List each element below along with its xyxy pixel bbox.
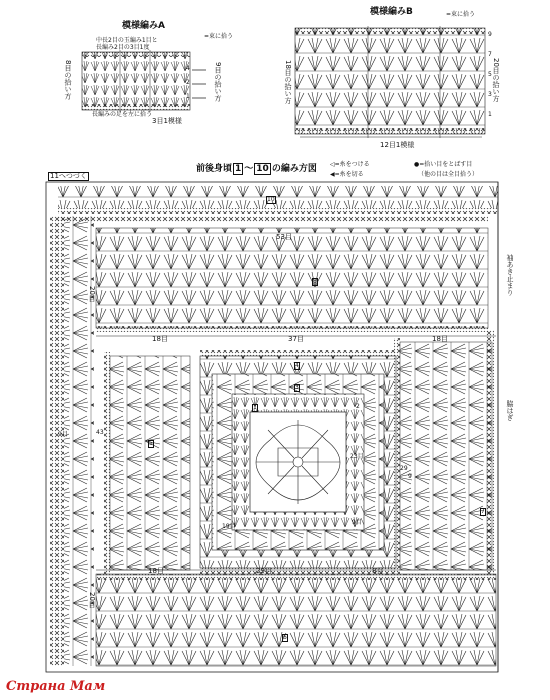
pattern-a-right-label: 9目の拾い方 [214, 62, 222, 102]
pattern-b-right-label: 20目の拾い方 [492, 58, 500, 102]
legend-pickup-note: （他の目は全目拾う） [418, 171, 479, 178]
pattern-a-note-bottom: 長編みの足を左に拾う [92, 111, 153, 118]
pattern-a-arrow-4: 4 [186, 65, 190, 72]
count-9-right: 9 [408, 473, 412, 480]
pattern-b-title: 模様編みB [370, 7, 413, 17]
count-20-top: 20目 [88, 286, 96, 302]
count-29-right: 29 [400, 465, 408, 472]
note-side-seam: 脇はぎ [506, 400, 514, 421]
pattern-b-repeat: 12目1模様 [380, 141, 415, 149]
row-label-2: 2 [356, 403, 360, 410]
pattern-b-row-9: 9 [488, 31, 492, 38]
count-29: 29目 [256, 567, 272, 575]
pattern-b-row-5: 5 [488, 71, 492, 78]
pattern-a-repeat: 3目1模様 [152, 117, 182, 125]
row-label-10: 10 [267, 196, 275, 203]
pattern-b-swatch [295, 26, 485, 138]
pattern-a-arrow-1: 1 [186, 93, 190, 100]
note-armhole: 袖あき止まり [506, 254, 514, 296]
main-chart-title [196, 165, 317, 174]
pattern-b-left-label: 18目の拾い方 [284, 60, 292, 104]
pattern-a-legend: =束に拾う [204, 33, 234, 40]
watermark-logo: Страна Мам [6, 679, 106, 694]
note-continue-11: 11へつづく [50, 172, 87, 180]
count-18-bottom: 18目 [148, 567, 164, 575]
pattern-a-title: 模様編みA [122, 21, 165, 31]
pattern-a-left-label: 8目の拾い方 [64, 60, 72, 100]
legend-cut-text: =糸を切る [334, 171, 364, 178]
pattern-b-row-3: 3 [488, 91, 492, 98]
count-53: 53目 [276, 233, 292, 241]
row-label-6: 6 [283, 634, 287, 641]
count-43: 43 [96, 429, 104, 436]
count-23: 23目 [350, 453, 364, 460]
row-label-1: 1 [253, 404, 257, 411]
count-9-left: 9目 [58, 431, 68, 438]
main-title-tilde: 〜 [244, 164, 254, 174]
count-18-right: 18目 [432, 335, 448, 343]
row-label-5: 5 [149, 440, 153, 447]
count-20-bottom: 20目 [88, 592, 96, 608]
count-19: 19目 [222, 523, 236, 530]
legend-pickup: ●=拾い目をとばす目 [414, 161, 473, 168]
pattern-a-note-top-1: 中長2目の玉編み1目と [96, 37, 158, 44]
pattern-b-legend: =束に拾う [446, 11, 476, 18]
pattern-b-row-7: 7 [488, 51, 492, 58]
row-label-4: 4 [295, 362, 299, 369]
legend-join: ◁=糸をつける [330, 161, 370, 168]
count-9-center: 9目 [352, 519, 362, 526]
main-title-suffix: の編み方図 [271, 164, 317, 174]
row-label-8: 8 [313, 278, 317, 285]
main-title-prefix: 前後身頃 [196, 164, 233, 174]
count-18-left: 18目 [152, 335, 168, 343]
row-label-3: 3 [295, 384, 299, 391]
pattern-a-note-top-2: 長編み2目の3目1度 [96, 44, 150, 51]
count-8: 8目 [372, 567, 384, 575]
pattern-a-arrow-2: 2 [186, 79, 190, 86]
legend-pickup-text: =拾い目をとばす目 [419, 161, 473, 168]
count-37: 37目 [288, 335, 304, 343]
main-title-start: 1 [235, 164, 242, 174]
pattern-b-row-1: 1 [488, 111, 492, 118]
main-title-end: 10 [256, 164, 269, 174]
row-label-7: 7 [481, 508, 485, 515]
legend-cut: ◀=糸を切る [330, 171, 364, 178]
main-chart [46, 182, 498, 672]
legend-join-text: =糸をつける [334, 161, 370, 168]
